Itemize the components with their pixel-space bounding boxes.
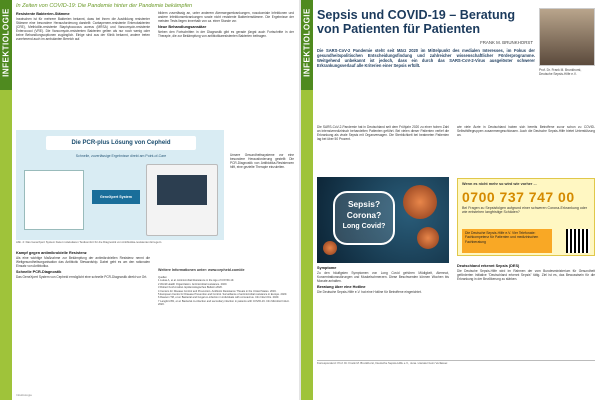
heading-symptome: Symptome xyxy=(317,266,337,270)
left-column-2b xyxy=(230,153,294,265)
paragraph: Unsere Gesundheitssysteme vor eine besondere Herausforderung gestellt: Die PCR-Diagnostik von Antibiotika-Resistenzen hilft, eine gezielte Therapie einzuleiten. xyxy=(230,153,294,170)
speech-line: Long Covid? xyxy=(342,223,386,230)
running-head: In Zeiten von COVID-19: Die Pandemie hinter der Pandemie bekämpfen xyxy=(16,3,193,9)
side-tab-right xyxy=(301,0,313,400)
reference-list xyxy=(158,276,294,396)
paragraph: Neben den Fortschritten in der Diagnostik gibt es gerade jüngst auch Fortschritte in der Therapie, die zur Bekämpfung von antibiotikaresistenten Bakterien beitragen. xyxy=(158,29,294,38)
left-page xyxy=(14,0,297,400)
qr-code-icon[interactable] xyxy=(566,229,590,253)
corona-illustration xyxy=(317,177,449,263)
author-photo-caption: Prof. Dr. Frank M. Brunkhorst, Deutsche Sepsis-Hilfe e.V. xyxy=(539,68,582,76)
footer-right: Korrespondenz: Prof. Dr. Frank M. Brunkhorst, Deutsche Sepsis-Hilfe e.V., Jena. Literatur beim Verfasser. xyxy=(317,360,595,366)
left-column-3 xyxy=(16,250,150,398)
hotline-note-box xyxy=(462,229,552,253)
virus-graphic xyxy=(417,227,439,249)
pcr-subtitle: Schnelle, zuverlässige Ergebnisse direkt am Point-of-Care xyxy=(75,154,167,158)
hotline-number[interactable]: 0700 737 747 00 xyxy=(462,189,575,205)
side-tab-left xyxy=(0,0,12,400)
right-column-4 xyxy=(457,263,595,395)
side-tab-label-right xyxy=(301,0,313,90)
paragraph: wie viele Ärzte in Deutschland haben sich bereits Betroffene zuvor schon zu COVID-Selbsthilfegruppen zusammengeschlossen. Auch die Deutsche Sepsis-Hilfe bietet Unterstützung an. xyxy=(457,125,595,138)
article-author: FRANK M. BRUNKHORST xyxy=(480,40,533,45)
side-tab-label-left xyxy=(0,0,12,90)
heading-neue-behandlungsansaetze: Neue Behandlungsansätze xyxy=(158,24,207,29)
heading-resistente-bakterien: Resistente Bakterien-Stämme xyxy=(16,12,70,16)
hotline-heading: Wenn es nicht mehr so wird wie vorher ... xyxy=(462,182,537,186)
paragraph: Die Deutsche Sepsis-Hilfe wird im Rahmen der vom Bundesministerium für Gesundheit geförderten Initiative "Deutschland erkennt Sepsis" tätig. Ziel ist es, das Bewusstsein für die Erkrankung in der Bevölkerung zu stärken. xyxy=(457,269,595,282)
hotline-text: Bei Fragen zu Sepsisfolgen aufgrund einer schweren Corona-Erkrankung oder wie entstehen langfristige Schäden? xyxy=(462,206,588,215)
pcr-badge: GeneXpert System xyxy=(92,190,140,204)
paragraph: Die Deutsche Sepsis-Hilfe e.V. hat eine Hotline für Betroffene eingerichtet. xyxy=(317,289,422,294)
paragraph: Als eine wichtige Maßnahme zur Bekämpfung der antimikrobiellen Resistenz nennt die Weltgesundheitsorganisation das Antibiotic Stewardship. Dabei geht es um den rationalen Einsatz von Antibiotika. xyxy=(16,256,150,269)
hotline-advert xyxy=(457,178,595,256)
paragraph: Zu den häufigsten Symptomen von Long Covid gehören Müdigkeit, Atemnot, Konzentrationsstörungen und Muskelschmerzen. Diese Beschwerden können Wochen bis Monate anhalten. xyxy=(317,271,449,284)
paragraph: bildern zuverlässig an, unter anderem Atemwegserkrankungen, nosokomiale Infektionen und andere Infektionserkrankungen sowie nicht resistente Bakterienstämme. Die Ergebnisse der meisten Tests liegen innerhalb von ca. einer Stunde vor. xyxy=(158,11,294,24)
right-page xyxy=(313,0,600,400)
reference-item: 2 World Health Organization. Antimicrobial resistance. 2020. xyxy=(158,282,228,286)
reference-item: 7 Langford BJ, et al. Bacterial co-infection and secondary infection in patients with COVID-19. Clin Microbiol Infect. 2020. xyxy=(158,299,290,307)
article-lead: Die SARS-CoV-2 Pandemie steht seit März 2020 im Mittelpunkt des medialen Interesses, im Fokus der gesundheitspolitischen Entscheidungsfindung und zahlreicher wissenschaftlicher Förderprogramme. Weitgehend unbekannt ist jedoch, dass ein durch das SARS-CoV-2-Virus ausgelöster schwerer Erkrankungsverlauf alle Kriterien einer Sepsis erfüllt. xyxy=(317,48,535,69)
more-info-link[interactable]: Weitere Informationen unter: www.cepheid.com/de xyxy=(158,268,245,272)
reference-item: Quellen xyxy=(158,276,167,279)
speech-line: Corona? xyxy=(346,210,382,220)
pcr-cartridge-image xyxy=(24,170,84,230)
speech-bubble xyxy=(333,191,395,245)
article-title: Sepsis und COVID-19 – Beratung von Patienten für Patienten xyxy=(317,8,516,36)
paragraph: Das GeneXpert System von Cepheid ermöglicht eine schnelle PCR-Diagnostik direkt vor Ort. xyxy=(16,274,148,279)
heading-hotline: Beratung über eine Hotline xyxy=(317,284,366,289)
right-column-2 xyxy=(457,125,595,177)
footer-left: Infektiologie xyxy=(16,393,33,397)
reference-item: 6 Rawson TM, et al. Bacterial and fungal co-infection in individuals with coronavirus. Clin Infect Dis. 2020. xyxy=(158,296,280,300)
reference-item: 3 Robert Koch-Institut. Epidemiologisches Bulletin 2020. xyxy=(158,286,223,290)
heading-kampf-resistenz: Kampf gegen antimikrobielle Resistenz xyxy=(16,251,87,255)
figure-caption: Abb. 2: Das GeneXpert System bietet molekularen Testkomfort für die Diagnostik von Antibiotika-resistenten Erregern. xyxy=(16,240,163,244)
hotline-note: Die Deutsche Sepsis-Hilfe e.V. Vier Telefonate: Fachkompetenz für Patienten und medizinischen Fachberatung xyxy=(465,231,539,244)
reference-item: 1 Lukas A, et al. Antimicrobial Resistance in the Age of COVID-19. xyxy=(158,279,234,283)
genexpert-device-image xyxy=(146,164,218,236)
reference-item: 4 Centers for Disease Control and Prevention. Antibiotic Resistance Threats in the United States. 2019. xyxy=(158,289,277,293)
speech-line: Sepsis? xyxy=(347,199,381,209)
right-column-3 xyxy=(317,265,449,397)
side-tab-text-right: INFEKTIOLOGIE xyxy=(302,8,312,77)
author-photo xyxy=(539,8,595,66)
virus-graphic xyxy=(323,241,337,255)
heading-schnelle-pcr: Schnelle PCR-Diagnostik xyxy=(16,269,62,274)
paragraph: Die SARS-CoV-2-Pandemie hat in Deutschland seit dem Frühjahr 2020 zu einer hohen Zahl an intensivmedizinisch behandelten Patienten geführt. Bei vielen dieser Patienten verlief die Erkrankung als virale Sepsis mit Organversagen. Die Sterblichkeit bei beatmeten Patienten lag bei über 50 Prozent. xyxy=(317,125,449,142)
paragraph: Inzwischen ist für mehrere Bakterien bekannt, dass bei ihnen die Ausbildung resistenter Stämme eine besondere Herausforderung darstellt: Carbapenem-resistente Enterobakterien (CRE), Methicillin-resistente Staphylococcus aureus (MRSA) und Vancomycin-resistente Enterococci (VRE). Die Vancomycin-resistenten Bakterien gelten als nur noch wenig oder keine Behandlungsoptionen zugänglich. Einige sind aus der Klinik bekannt, andere treten zunehmend auch im ambulanten Bereich auf. xyxy=(16,17,150,42)
virus-graphic xyxy=(403,185,437,219)
reference-item: 5 European Centre for Disease Prevention and Control. Surveillance of antimicrobial resistance in Europe. 2020. xyxy=(158,293,288,297)
side-tab-text-left: INFEKTIOLOGIE xyxy=(1,8,11,77)
pcr-advert-image xyxy=(16,130,224,240)
pcr-banner: Die PCR-plus Lösung von Cepheid xyxy=(46,136,196,150)
heading-des: Deutschland erkennt Sepsis (DES) xyxy=(457,264,520,268)
